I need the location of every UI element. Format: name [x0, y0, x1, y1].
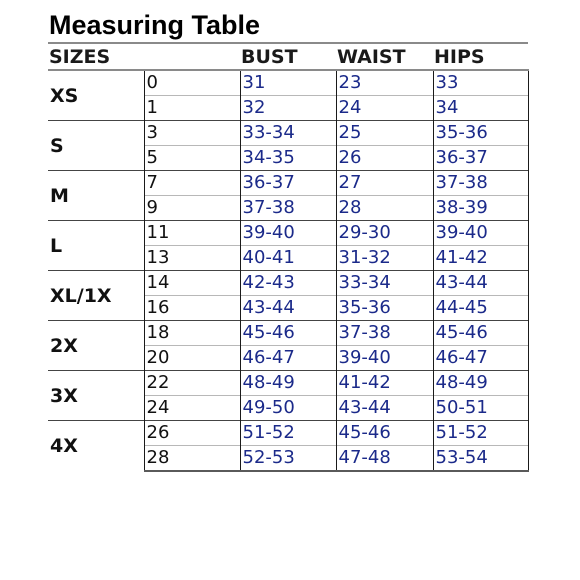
size-label: 4X [48, 421, 144, 472]
hips-value: 51-52 [433, 421, 528, 446]
hips-value: 36-37 [433, 146, 528, 171]
hips-value: 44-45 [433, 296, 528, 321]
bust-value: 45-46 [240, 321, 336, 346]
size-number: 0 [144, 70, 240, 96]
header-bust: BUST [240, 43, 336, 70]
table-row [48, 121, 528, 146]
bust-value: 52-53 [240, 446, 336, 472]
header-sizes: SIZES [48, 43, 240, 70]
hips-value: 46-47 [433, 346, 528, 371]
waist-value: 23 [336, 70, 433, 96]
waist-value: 24 [336, 96, 433, 121]
size-number: 24 [144, 396, 240, 421]
waist-value: 27 [336, 171, 433, 196]
size-number: 16 [144, 296, 240, 321]
size-number: 26 [144, 421, 240, 446]
bust-value: 40-41 [240, 246, 336, 271]
waist-value: 43-44 [336, 396, 433, 421]
table-row [48, 171, 528, 196]
size-number: 20 [144, 346, 240, 371]
hips-value: 53-54 [433, 446, 528, 472]
size-label: L [48, 221, 144, 271]
hips-value: 33 [433, 70, 528, 96]
header-row [48, 43, 528, 70]
hips-value: 39-40 [433, 221, 528, 246]
header-hips: HIPS [433, 43, 528, 70]
hips-value: 41-42 [433, 246, 528, 271]
bust-value: 48-49 [240, 371, 336, 396]
bust-value: 42-43 [240, 271, 336, 296]
waist-value: 29-30 [336, 221, 433, 246]
measuring-table [48, 42, 529, 472]
size-number: 18 [144, 321, 240, 346]
size-label: XL/1X [48, 271, 144, 321]
hips-value: 38-39 [433, 196, 528, 221]
waist-value: 37-38 [336, 321, 433, 346]
size-label: M [48, 171, 144, 221]
bust-value: 46-47 [240, 346, 336, 371]
size-number: 11 [144, 221, 240, 246]
table-row [48, 371, 528, 396]
table-row [48, 271, 528, 296]
waist-value: 25 [336, 121, 433, 146]
size-number: 3 [144, 121, 240, 146]
waist-value: 41-42 [336, 371, 433, 396]
size-number: 28 [144, 446, 240, 472]
hips-value: 45-46 [433, 321, 528, 346]
size-label: XS [48, 70, 144, 121]
hips-value: 50-51 [433, 396, 528, 421]
hips-value: 34 [433, 96, 528, 121]
waist-value: 39-40 [336, 346, 433, 371]
page-title: Measuring Table [49, 10, 261, 40]
size-number: 7 [144, 171, 240, 196]
bust-value: 32 [240, 96, 336, 121]
size-number: 22 [144, 371, 240, 396]
hips-value: 37-38 [433, 171, 528, 196]
hips-value: 43-44 [433, 271, 528, 296]
table-row [48, 321, 528, 346]
bust-value: 34-35 [240, 146, 336, 171]
waist-value: 31-32 [336, 246, 433, 271]
hips-value: 48-49 [433, 371, 528, 396]
waist-value: 26 [336, 146, 433, 171]
bust-value: 33-34 [240, 121, 336, 146]
header-waist: WAIST [336, 43, 433, 70]
bust-value: 36-37 [240, 171, 336, 196]
table-row [48, 70, 528, 96]
bust-value: 37-38 [240, 196, 336, 221]
size-number: 1 [144, 96, 240, 121]
size-label: S [48, 121, 144, 171]
bust-value: 49-50 [240, 396, 336, 421]
hips-value: 35-36 [433, 121, 528, 146]
size-number: 9 [144, 196, 240, 221]
waist-value: 45-46 [336, 421, 433, 446]
size-label: 3X [48, 371, 144, 421]
waist-value: 33-34 [336, 271, 433, 296]
bust-value: 39-40 [240, 221, 336, 246]
bust-value: 51-52 [240, 421, 336, 446]
waist-value: 28 [336, 196, 433, 221]
table-row [48, 421, 528, 446]
bust-value: 43-44 [240, 296, 336, 321]
waist-value: 35-36 [336, 296, 433, 321]
size-number: 14 [144, 271, 240, 296]
size-number: 13 [144, 246, 240, 271]
size-number: 5 [144, 146, 240, 171]
bust-value: 31 [240, 70, 336, 96]
size-label: 2X [48, 321, 144, 371]
table-row [48, 221, 528, 246]
waist-value: 47-48 [336, 446, 433, 472]
